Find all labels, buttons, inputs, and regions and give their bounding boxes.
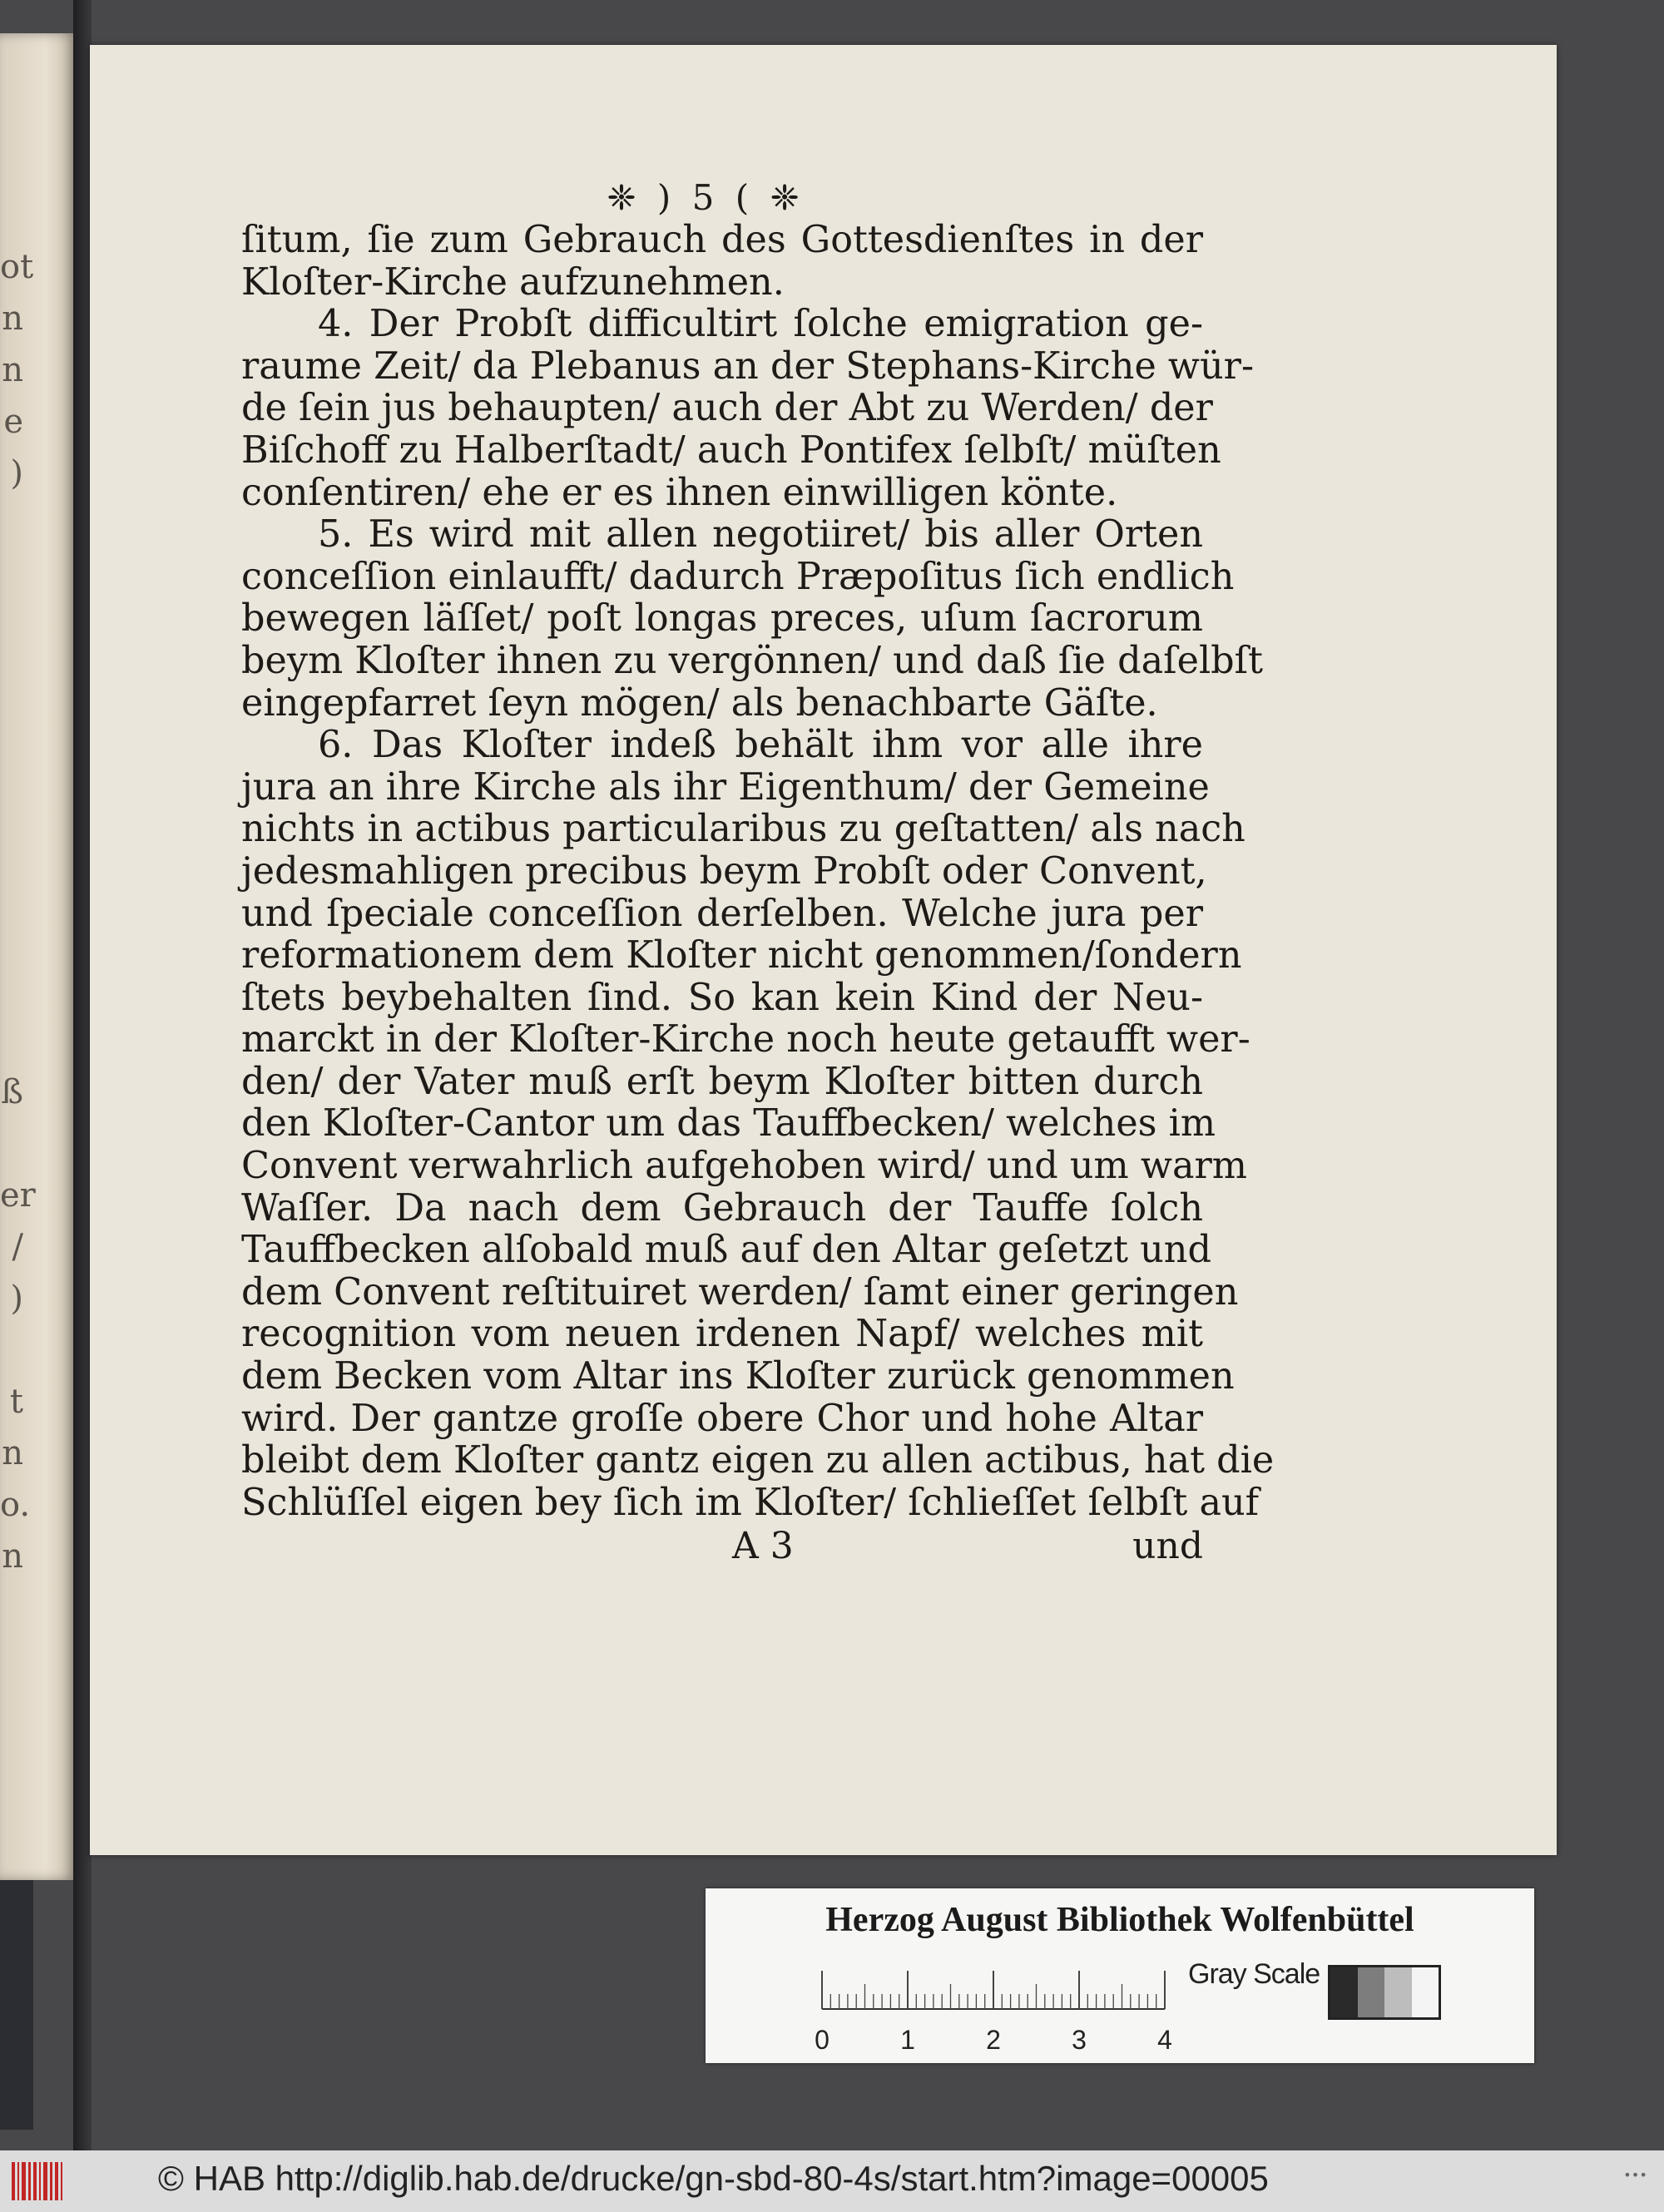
barcode-bar <box>33 2162 37 2200</box>
text-line: Waſſer. Da nach dem Gebrauch der Tauffe ſolch <box>241 1186 1203 1230</box>
copyright-url[interactable]: © HAB http://diglib.hab.de/drucke/gn-sbd-80-4s/start.htm?image=00005 <box>158 2159 1269 2198</box>
text-line: de ſein jus behaupten/ auch der Abt zu Werden/ der <box>241 387 1213 430</box>
ruler-label: 1 <box>900 2025 915 2055</box>
text-line: bleibt dem Kloſter gantz eigen zu allen actibus, hat die <box>241 1439 1275 1482</box>
text-line: reformationem dem Kloſter nicht genommen/ſondern <box>241 934 1242 977</box>
text-line: nichts in actibus particularibus zu geſtatten/ als nach <box>241 808 1246 851</box>
book-page <box>90 45 1557 1855</box>
signature-line <box>241 1526 1203 1572</box>
barcode-bar <box>28 2162 31 2200</box>
library-name: Herzog August Bibliothek Wolfenbüttel <box>825 1901 1414 1939</box>
barcode-bar <box>43 2162 47 2200</box>
gray-swatch <box>1384 1967 1412 2017</box>
text-line: jedesmahligen precibus beym Probſt oder Convent, <box>241 849 1207 893</box>
barcode-bar <box>39 2162 41 2200</box>
text-line: Tauffbecken alſobald muß auf den Altar geſetzt und <box>241 1229 1211 1272</box>
text-line: dem Convent reſtituiret werden/ ſamt einer geringen <box>241 1270 1239 1314</box>
text-line: Schlüſſel eigen bey ſich im Kloſter/ ſchlieſſet ſelbſt auf <box>241 1481 1260 1524</box>
signature-mark: A 3 <box>732 1525 794 1568</box>
body-text <box>241 219 1275 1524</box>
ruler-label: 0 <box>815 2025 830 2055</box>
text-line: dem Becken vom Altar ins Kloſter zurück genommen <box>241 1355 1235 1398</box>
text-line: 5. Es wird mit allen negotiiret/ bis aller Orten <box>318 513 1203 557</box>
text-line: jura an ihre Kirche als ihr Eigenthum/ der Gemeine <box>241 765 1210 809</box>
catchword: und <box>1132 1525 1203 1568</box>
text-line: Biſchoff zu Halberſtadt/ auch Pontifex ſelbſt/ müſten <box>241 428 1221 472</box>
text-line: 4. Der Probſt difficultirt ſolche emigration ge- <box>318 303 1203 346</box>
ruler-label: 2 <box>986 2025 1001 2055</box>
text-line: den/ der Vater muß erſt beym Kloſter bitten durch <box>241 1060 1203 1103</box>
text-line: Kloſter-Kirche aufzunehmen. <box>241 260 785 304</box>
text-line: den Kloſter-Cantor um das Tauffbecken/ welches im <box>241 1102 1216 1146</box>
text-line: beym Kloſter ihnen zu vergönnen/ und daß ſie daſelbſt <box>241 639 1264 682</box>
text-line: ſtets beybehalten ſind. So kan kein Kind der Neu- <box>241 976 1203 1019</box>
text-line: marckt in der Kloſter-Kirche noch heute getaufft wer- <box>241 1018 1250 1061</box>
barcode-bar <box>12 2162 15 2200</box>
barcode-bar <box>17 2162 19 2200</box>
ruler-label: 4 <box>1157 2025 1172 2055</box>
text-line: ſitum, ſie zum Gebrauch des Gottesdienſtes in der <box>241 219 1203 261</box>
page-text-block <box>241 176 1275 1572</box>
footer-dots: ••• <box>1623 2167 1647 2183</box>
text-line: bewegen läſſet/ poſt longas preces, uſum ſacrorum <box>241 597 1203 641</box>
book-gutter <box>73 0 92 2212</box>
barcode-bar <box>61 2162 62 2200</box>
text-line: eingepfarret ſeyn mögen/ als benachbarte Gäſte. <box>241 681 1158 725</box>
barcode-bar <box>55 2162 58 2200</box>
gray-scale-swatches <box>1328 1965 1441 2020</box>
gray-swatch <box>1330 1967 1358 2017</box>
barcode-icon <box>12 2162 70 2200</box>
gray-swatch <box>1358 1967 1385 2017</box>
text-line: 6. Das Kloſter indeß behält ihm vor alle ihre <box>318 724 1203 767</box>
text-line: recognition vom neuen irdenen Napf/ welches mit <box>241 1313 1203 1356</box>
text-line: conceſſion einlaufft/ dadurch Præpoſitus ſich endlich <box>241 555 1235 598</box>
scale-ruler <box>815 1959 1172 2059</box>
text-line: conſentiren/ ehe er es ihnen einwilligen könte. <box>241 471 1118 514</box>
barcode-bar <box>50 2162 52 2200</box>
footer-bar <box>0 2150 1664 2212</box>
binding-strip <box>0 1880 33 2130</box>
gray-swatch <box>1412 1967 1439 2017</box>
ruler-label: 3 <box>1072 2025 1087 2055</box>
text-line: Convent verwahrlich aufgehoben wird/ und um warm <box>241 1145 1247 1188</box>
gray-scale-label: Gray Scale <box>1188 1958 1320 1990</box>
running-head: ❈ ) 5 ( ❈ <box>607 177 805 218</box>
color-reference-card <box>706 1888 1534 2063</box>
text-line: wird. Der gantze groſſe obere Chor und hohe Altar <box>241 1397 1203 1440</box>
text-line: raume Zeit/ da Plebanus an der Stephans-Kirche wür- <box>241 344 1254 388</box>
facing-page-text-fragment: ot n n e ) ß er / ) t n o. n <box>0 248 36 1576</box>
barcode-bar <box>22 2162 26 2200</box>
facing-page <box>0 33 77 1880</box>
text-line: und ſpeciale conceſſion derſelben. Welche jura per <box>241 892 1203 935</box>
